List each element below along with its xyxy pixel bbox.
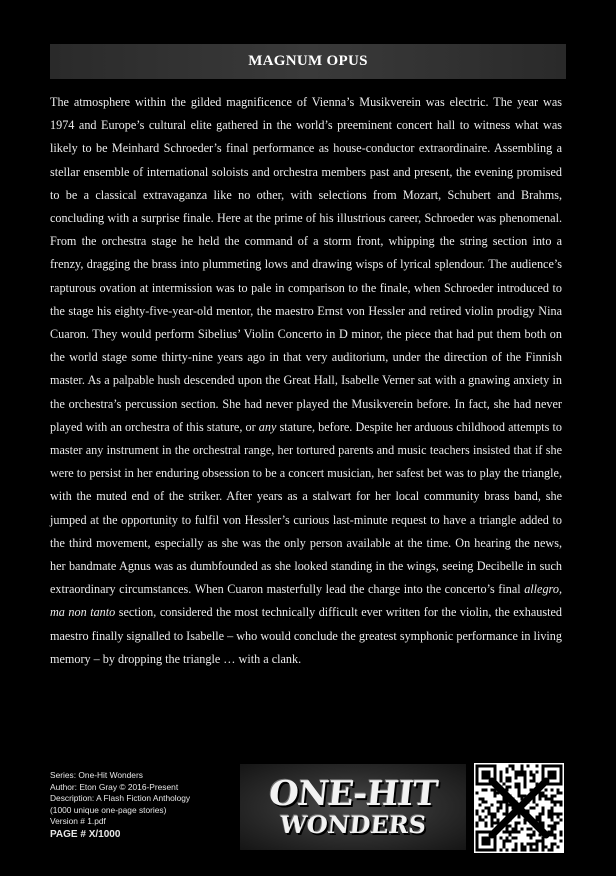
footer-page-number: PAGE # X/1000	[50, 828, 121, 840]
footer-author: Author: Eton Gray © 2016-Present	[50, 781, 179, 792]
story-italic-any: any	[258, 419, 277, 434]
one-hit-wonders-logo	[240, 764, 466, 850]
story-text-part-2: stature, before. Despite her arduous childhood attempts to master any instrument in the orchestral range, her tortured parents and music teachers insisted that if she were to persist in her enduring obsession to be a concert musician, her safest bet was to play the triangle, with the muted end of the striker. After years as a stalwart for her local community brass band, she jumped at the opportunity to fulfil von Hessler’s curious last-minute request to have a triangle added to the third movement, especially as she was the only person available at the time. On hearing the news, her bandmate Agnus was as dumbfounded as she looked standing in the wings, seeing Decibelle in such extraordinary circumstances. When Cuaron masterfully lead the charge into the concerto’s final	[50, 419, 562, 597]
story-text-part-3: section, considered the most technically difficult ever written for the violin, the exhausted maestro finally signalled to Isabelle – who would conclude the greatest symphonic performance in living memory – by dropping the triangle … with a clank.	[50, 605, 562, 666]
footer-version: Version # 1.pdf	[50, 816, 106, 826]
qr-code-icon	[474, 763, 564, 853]
footer-metadata	[50, 770, 240, 840]
footer-description-note: (1000 unique one-page stories)	[50, 804, 167, 815]
story-body	[50, 91, 562, 671]
page-title: MAGNUM OPUS	[248, 53, 368, 69]
story-paragraph	[50, 91, 562, 671]
logo-line-1: ONE-HIT	[267, 774, 439, 814]
qr-code-graphic	[474, 763, 564, 853]
footer-description: Description: A Flash Fiction Anthology	[50, 793, 191, 803]
story-italic-tempo: allegro, ma non tanto	[50, 582, 562, 620]
story-text-part-1: The atmosphere within the gilded magnificence of Vienna’s Musikverein was electric. The year was 1974 and Europe’s cultural elite gathered in the world’s preeminent concert hall to witness what was likely to be Meinhard Schroeder’s final performance as house-conductor extraordinaire. Assembling a stellar ensemble of international soloists and orchestra members past and present, the evening promised to be a classical extravaganza like no other, with selections from Mozart, Schubert and Brahms, concluding with a surprise finale. Here at the prime of his illustrious career, Schroeder was phenomenal. From the orchestra stage he held the command of a storm front, whipping the string section into a frenzy, dragging the brass into plummeting lows and drawing wisps of lyrical splendour. The audience’s rapturous ovation at intermission was to pale in comparison to the finale, when Schroeder introduced to the stage his eighty-five-year-old mentor, the maestro Ernst von Hessler and retired violin prodigy Nina Cuaron. They would perform Sibelius’ Violin Concerto in D minor, the piece that had put them both on the world stage some thirty-nine years ago in that very auditorium, under the direction of the Finnish master. As a palpable hush descended upon the Great Hall, Isabelle Verner sat with a gnawing anxiety in the orchestra’s percussion section. She had never played the Musikverein before. In fact, she had never played with an orchestra of this stature, or	[50, 95, 562, 434]
title-bar	[50, 44, 566, 79]
logo-line-2: WONDERS	[278, 810, 428, 839]
footer-series: Series: One-Hit Wonders	[50, 770, 143, 780]
